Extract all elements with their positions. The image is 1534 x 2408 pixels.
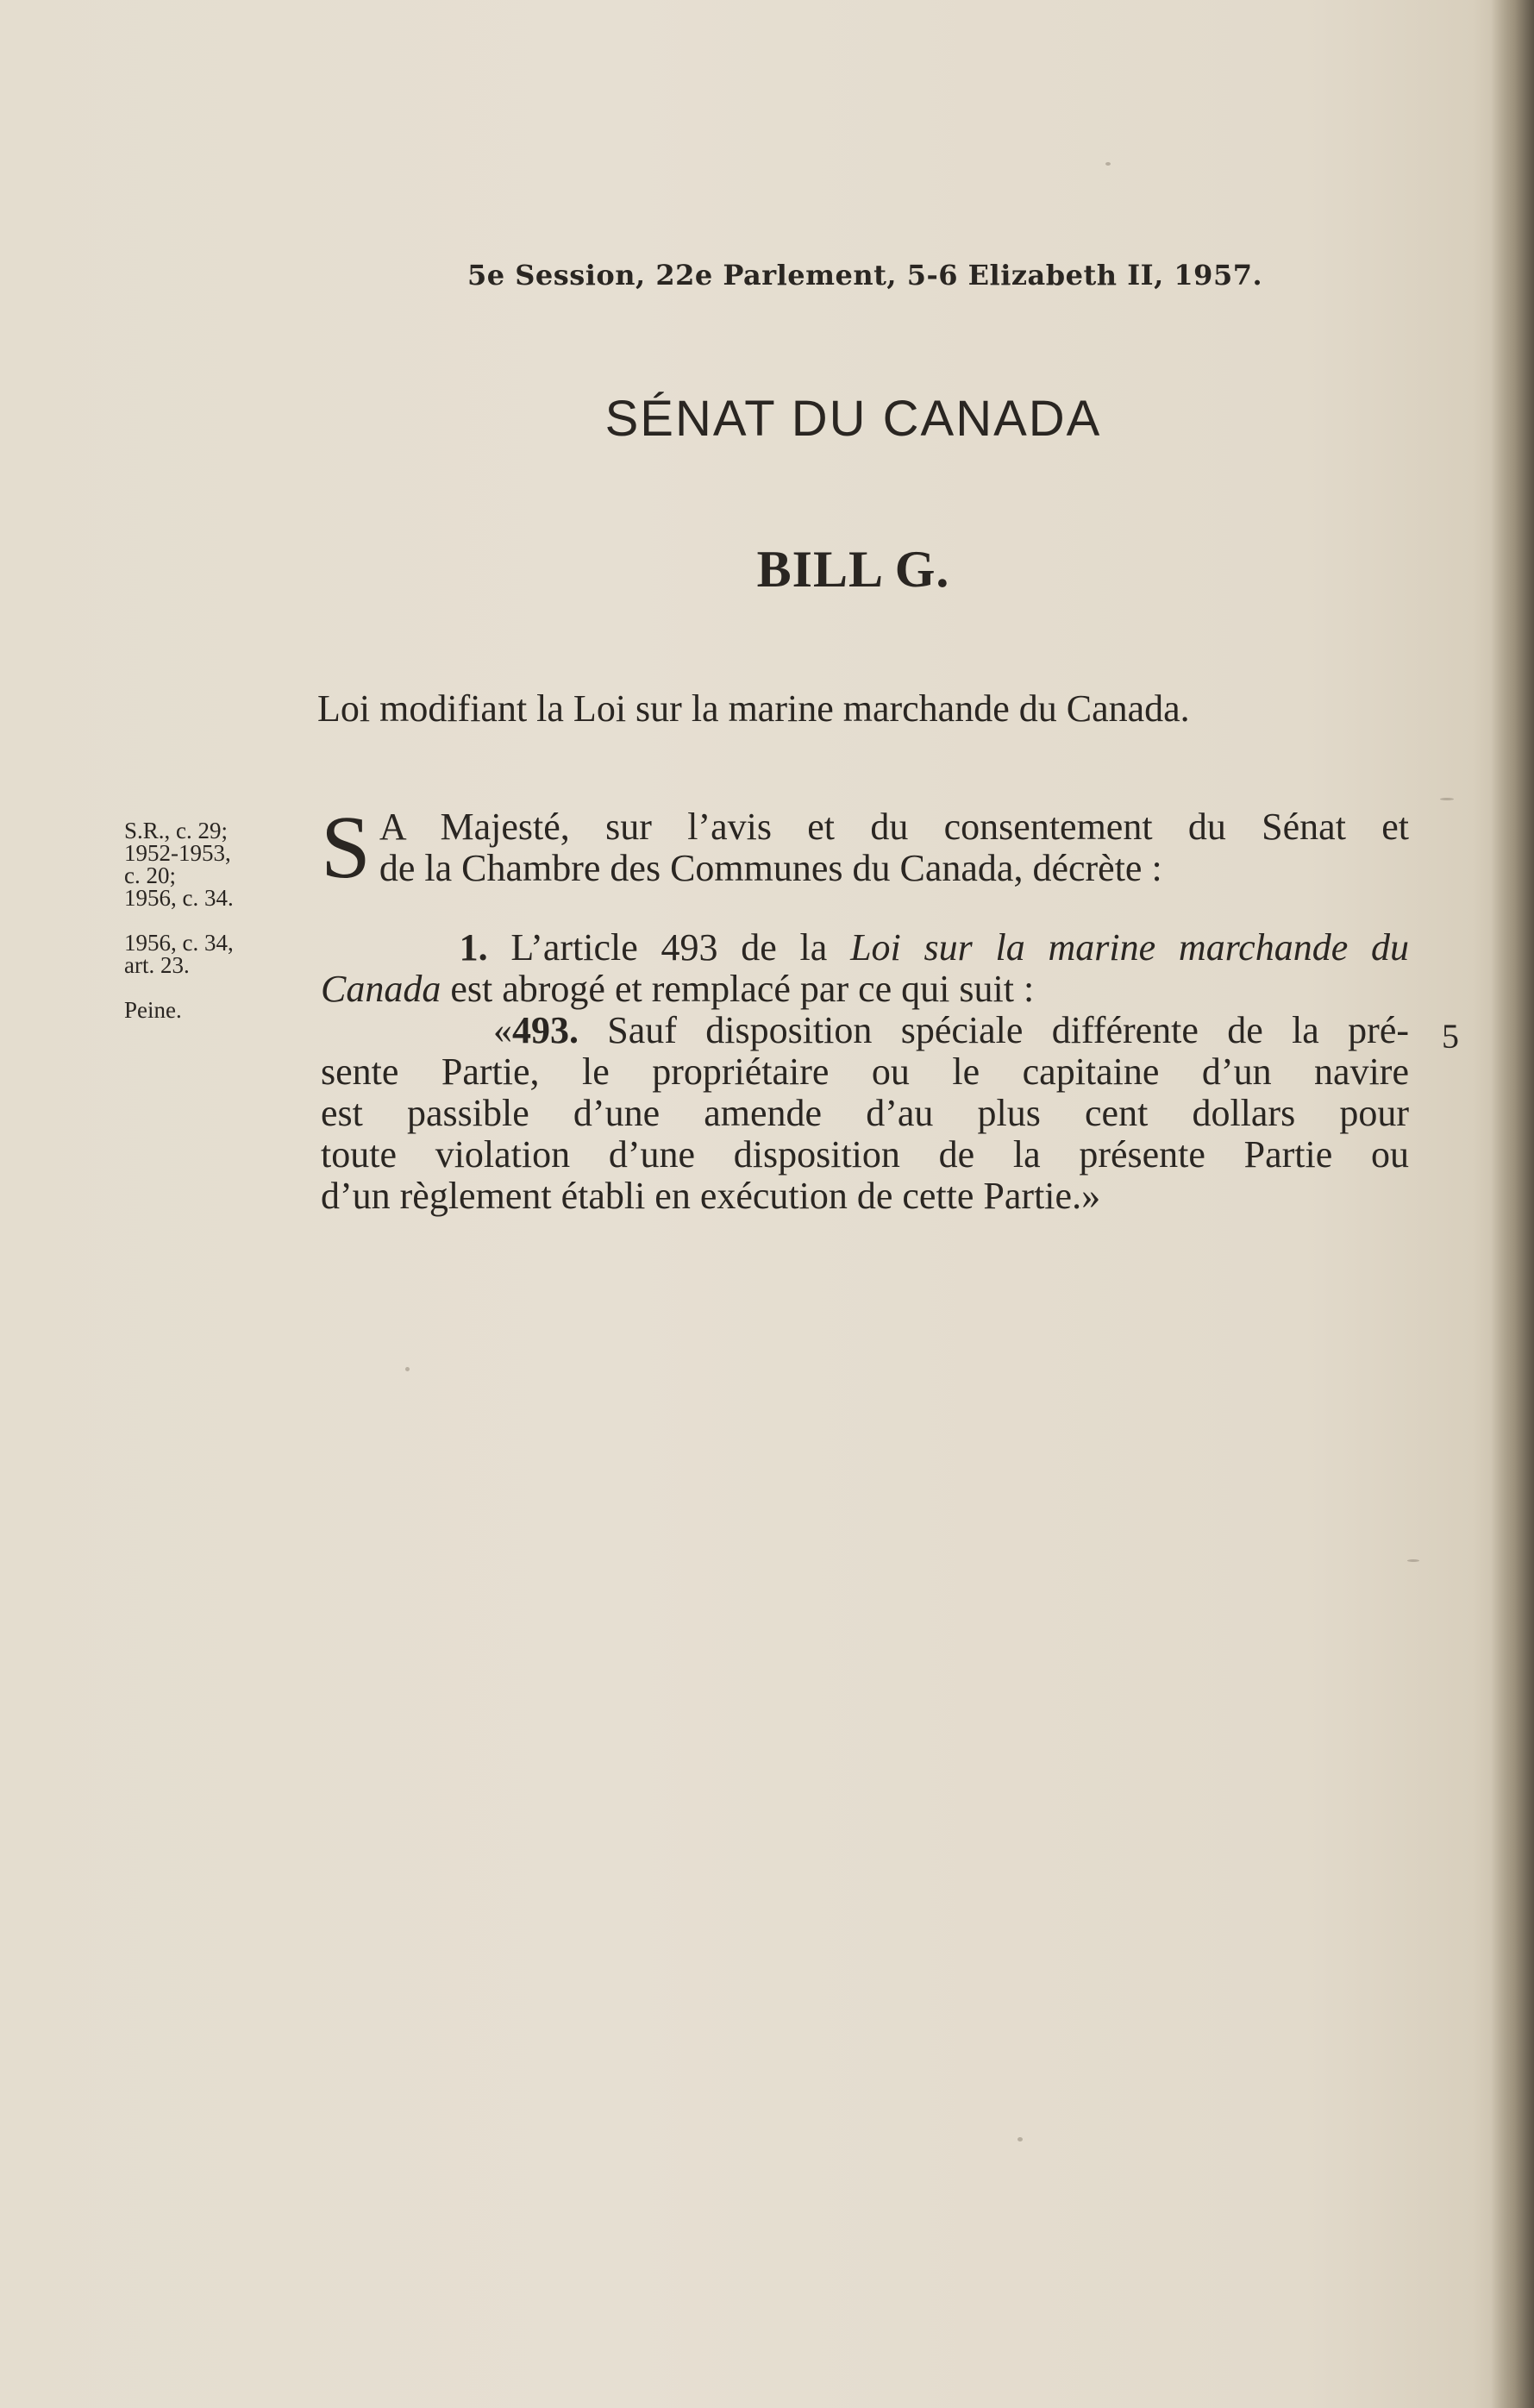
amendment-note: [124, 931, 297, 976]
section-493-line: [321, 1010, 1409, 1051]
section-1-number: 1.: [459, 926, 488, 969]
bill-body: [321, 798, 1410, 1217]
long-title: Loi modifiant la Loi sur la marine marchande du Canada.: [317, 687, 1190, 730]
section-1-text: L’article 493 de la: [487, 926, 851, 969]
section-493-line: d’un règlement établi en exécution de cette Partie.»: [321, 1175, 1101, 1217]
act-name: Canada: [321, 968, 441, 1010]
section-493-line: sente Partie, le propriétaire ou le capitaine d’un navire: [321, 1050, 1409, 1093]
act-name: Loi sur la marine marchande du: [850, 926, 1410, 969]
section-493-line: toute violation d’une disposition de la présente Partie ou: [321, 1133, 1409, 1176]
paper-speck: [1407, 1559, 1419, 1562]
book-spine-shadow: [1491, 0, 1534, 2408]
section-493-text: Sauf disposition spéciale différente de la pré-: [578, 1009, 1409, 1051]
amendment-line: art. 23.: [124, 952, 190, 978]
citation-line: c. 20;: [124, 862, 176, 888]
section-1-line: [321, 927, 1409, 969]
session-header: 5e Session, 22e Parlement, 5-6 Elizabeth II, 1957.: [467, 259, 1263, 292]
paper-speck: [1017, 2137, 1023, 2141]
section-1: [321, 927, 1409, 1010]
paper-speck: [1105, 162, 1111, 166]
section-1-text: est abrogé et remplacé par ce qui suit :: [441, 968, 1035, 1010]
citation-line: 1952-1953,: [124, 840, 231, 866]
section-493: [321, 1010, 1409, 1217]
enacting-line: de la Chambre des Communes du Canada, décrète :: [379, 847, 1162, 889]
open-quote: «: [492, 1009, 512, 1051]
citation-line: S.R., c. 29;: [124, 818, 229, 843]
section-493-number: 493.: [511, 1009, 579, 1051]
enacting-line: A Majesté, sur l’avis et du consentement du Sénat et: [379, 806, 1409, 848]
enacting-clause: [321, 798, 1409, 897]
citation-note: [124, 819, 297, 909]
paper-speck: [405, 1367, 410, 1371]
section-1-line: [321, 969, 1409, 1010]
citation-line: 1956, c. 34.: [124, 885, 234, 911]
penalty-note: Peine.: [124, 997, 182, 1023]
amendment-line: 1956, c. 34,: [124, 930, 234, 956]
paper-speck: [1440, 798, 1454, 800]
margin-notes: [124, 819, 297, 1044]
senate-title: SÉNAT DU CANADA: [604, 391, 1102, 447]
drop-cap: S: [321, 798, 371, 897]
bill-title: BILL G.: [756, 541, 950, 598]
section-493-line: est passible d’une amende d’au plus cent dollars pour: [321, 1092, 1409, 1134]
line-number: 5: [1442, 1017, 1459, 1056]
